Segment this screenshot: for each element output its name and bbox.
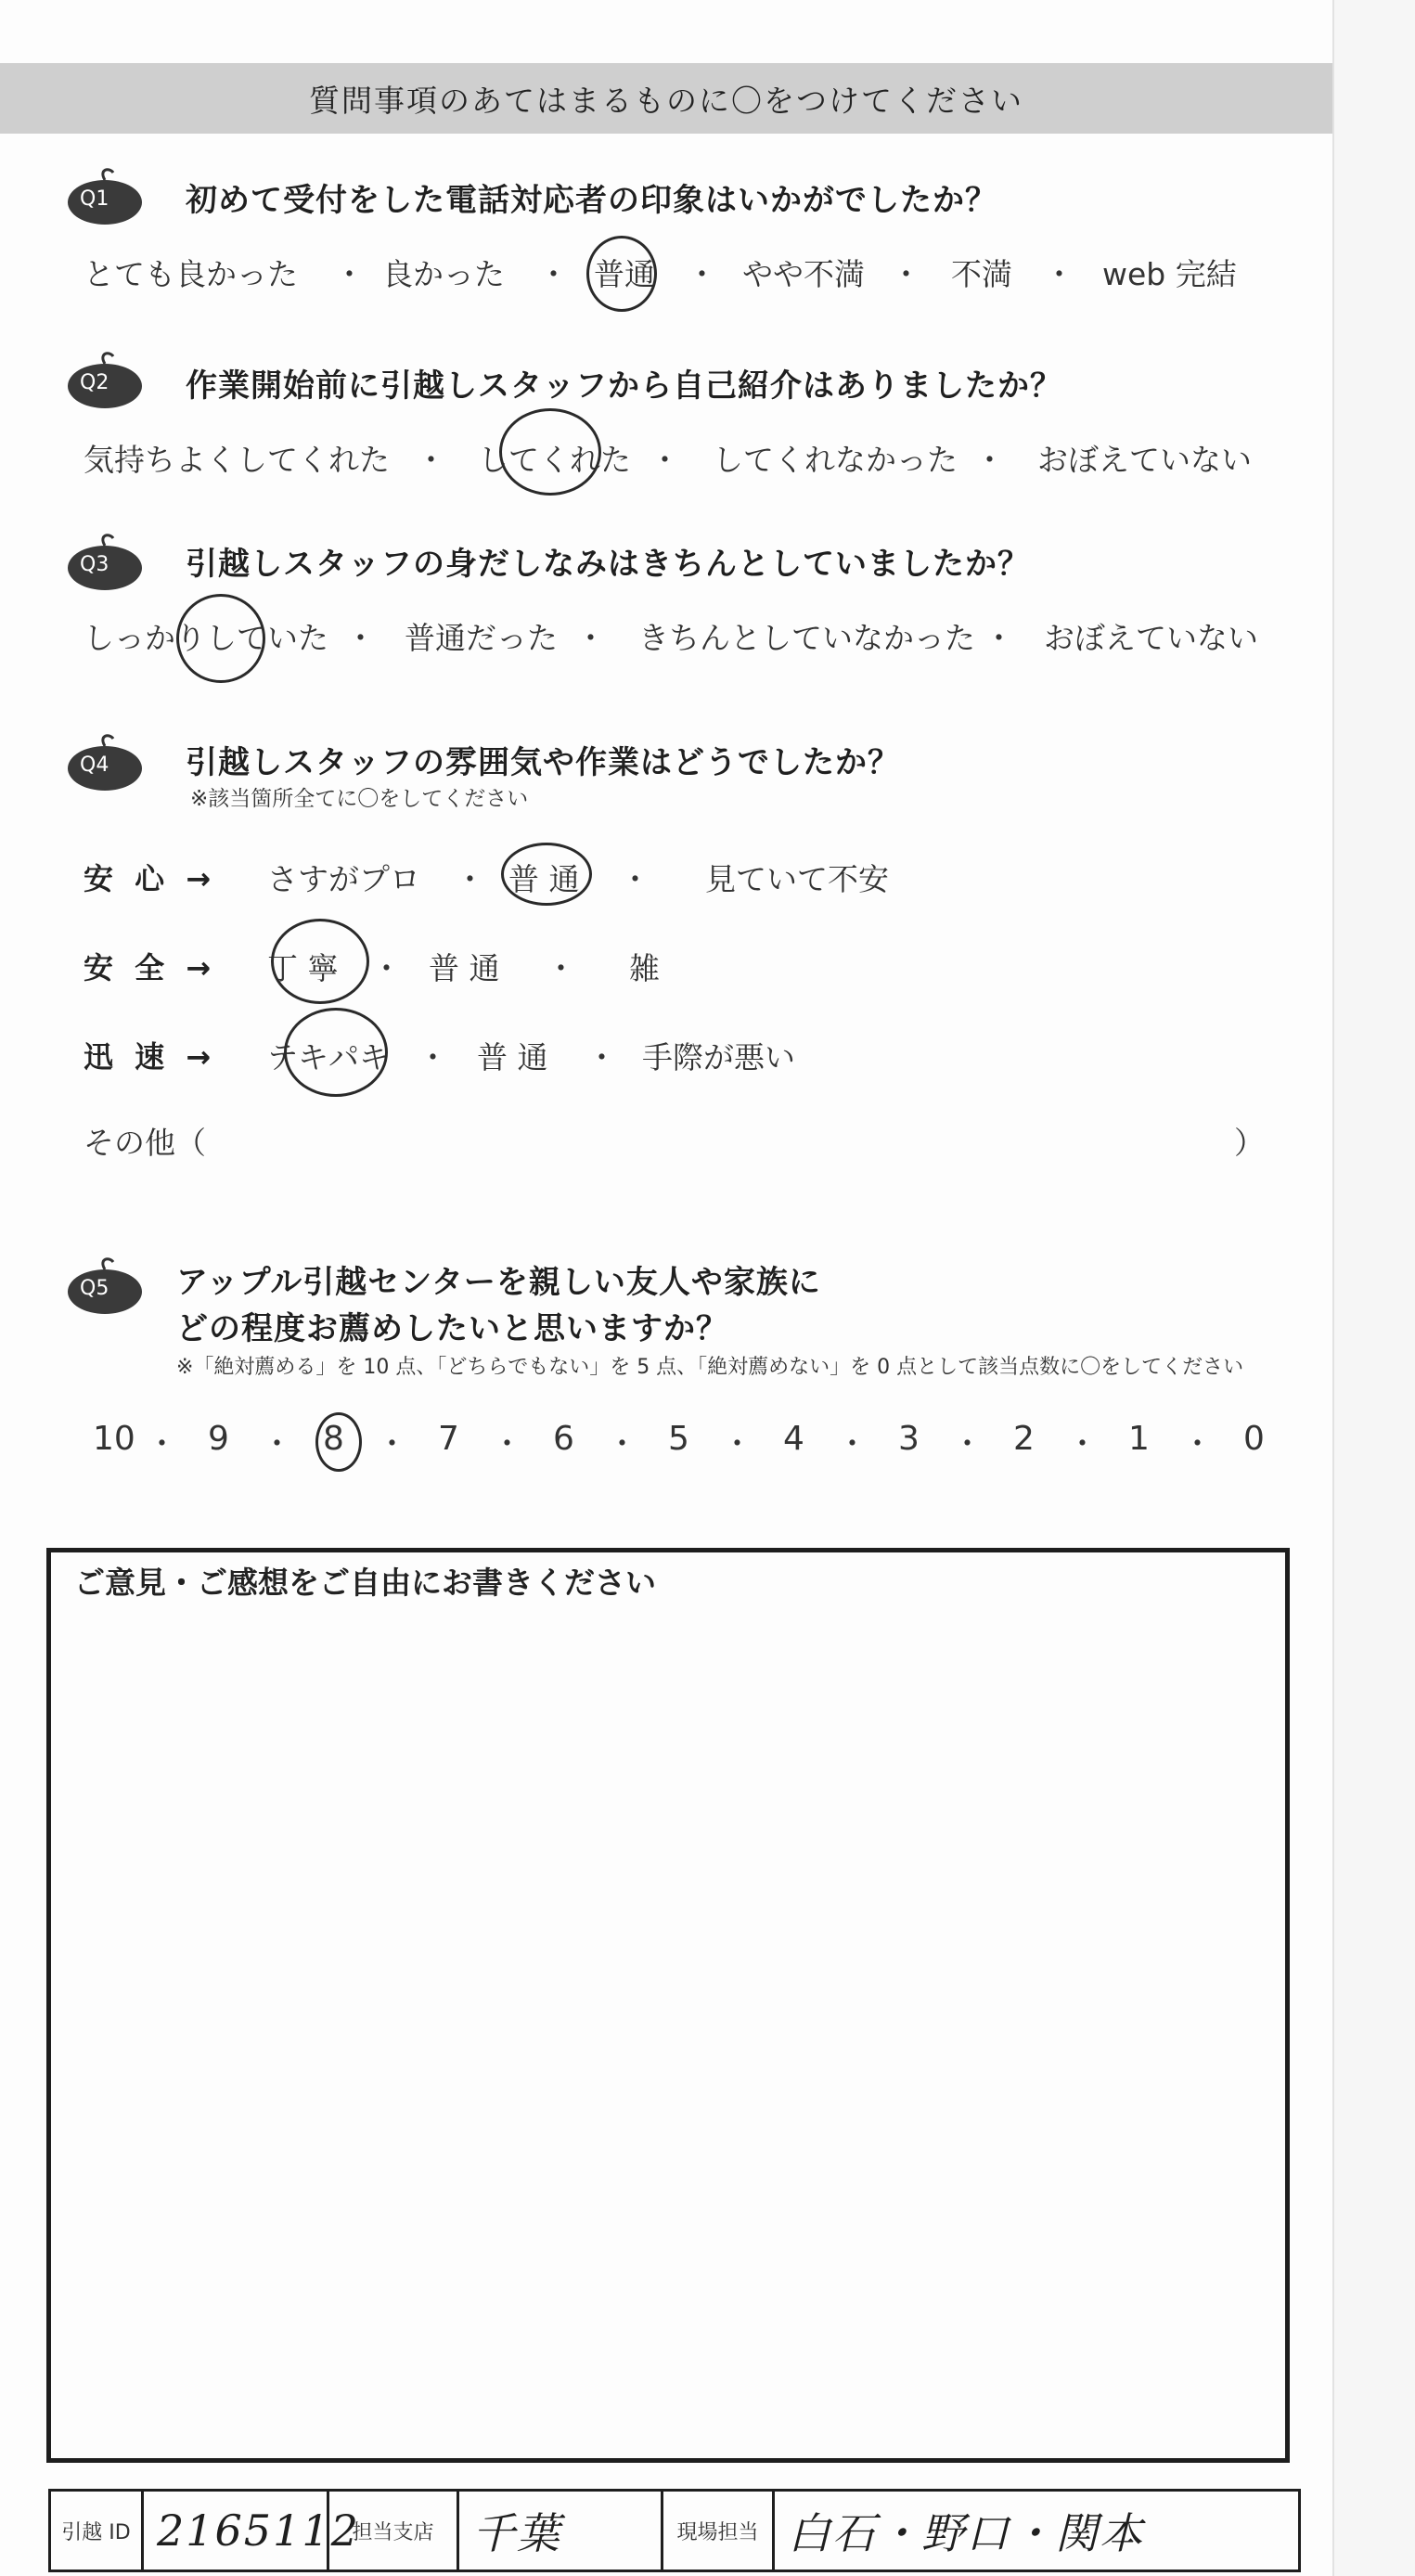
move-id-label: 引越 ID <box>61 2520 131 2544</box>
separator-dot: ・ <box>492 1425 522 1462</box>
q3-option-2[interactable]: 普通だった <box>405 620 558 656</box>
separator-dot: ・ <box>586 1039 617 1075</box>
score-option-6[interactable]: 6 <box>553 1420 574 1458</box>
separator-dot: ・ <box>837 1425 868 1462</box>
q4-row2-option-1[interactable]: 丁 寧 <box>267 950 339 986</box>
q4-row-label-anshin: 安 心 → <box>84 861 217 896</box>
separator-dot: ・ <box>538 256 569 292</box>
q1-option-3[interactable]: 普通 <box>594 256 655 292</box>
q4-note: ※該当箇所全てに〇をしてください <box>190 787 529 811</box>
footer-table <box>48 2489 1301 2572</box>
separator-dot: ・ <box>546 950 576 986</box>
separator-dot: ・ <box>147 1425 177 1462</box>
comments-box[interactable] <box>46 1548 1290 2463</box>
separator-dot: ・ <box>984 620 1014 656</box>
q4-row1-option-1[interactable]: さすがプロ <box>267 861 420 897</box>
separator-dot: ・ <box>575 620 606 656</box>
q4-row3-option-2[interactable]: 普 通 <box>477 1039 548 1075</box>
q5-question-line2: どの程度お薦めしたいと思いますか？ <box>176 1310 728 1347</box>
score-option-7[interactable]: 7 <box>438 1420 459 1458</box>
separator-dot: ・ <box>345 620 376 656</box>
q1-option-6[interactable]: web 完結 <box>1102 256 1237 292</box>
move-id-label-cell <box>51 2492 144 2570</box>
separator-dot: ・ <box>891 256 921 292</box>
separator-dot: ・ <box>1044 256 1074 292</box>
branch-value: 千葉 <box>472 2508 561 2558</box>
branch-label: 担当支店 <box>352 2520 434 2544</box>
separator-dot: ・ <box>262 1425 292 1462</box>
move-id-value-cell[interactable] <box>144 2492 360 2570</box>
score-option-4[interactable]: 4 <box>783 1420 804 1458</box>
q4-row2-option-3[interactable]: 雑 <box>629 950 660 986</box>
q3-question: 引越しスタッフの身だしなみはきちんとしていましたか？ <box>186 546 1030 583</box>
separator-dot: ・ <box>455 861 485 897</box>
separator-dot: ・ <box>952 1425 983 1462</box>
q4-row2-option-2[interactable]: 普 通 <box>429 950 500 986</box>
separator-dot: ・ <box>371 950 402 986</box>
score-option-9[interactable]: 9 <box>208 1420 229 1458</box>
separator-dot: ・ <box>334 256 365 292</box>
q4-badge-label: Q4 <box>80 753 109 777</box>
q4-row3-option-3[interactable]: 手際が悪い <box>642 1039 795 1075</box>
separator-dot: ・ <box>687 256 717 292</box>
separator-dot: ・ <box>620 861 650 897</box>
separator-dot: ・ <box>377 1425 407 1462</box>
staff-label-cell <box>663 2492 775 2570</box>
q3-badge-label: Q3 <box>80 553 109 576</box>
survey-header <box>0 63 1332 134</box>
q4-row3-option-1[interactable]: テキパキ <box>267 1039 390 1075</box>
separator-dot: ・ <box>416 442 446 478</box>
separator-dot: ・ <box>974 442 1005 478</box>
q2-option-3[interactable]: してくれなかった <box>713 442 958 478</box>
q2-question: 作業開始前に引越しスタッフから自己紹介はありましたか？ <box>186 367 1062 405</box>
branch-value-cell[interactable] <box>459 2492 663 2570</box>
move-id-value: 2165112 <box>157 2505 360 2556</box>
q3-option-1[interactable]: しっかりしていた <box>84 620 328 656</box>
separator-dot: ・ <box>722 1425 753 1462</box>
q4-row-label-jinsoku: 迅 速 → <box>84 1039 217 1075</box>
separator-dot: ・ <box>1067 1425 1098 1462</box>
score-option-10[interactable]: 10 <box>93 1420 135 1458</box>
score-option-8[interactable]: 8 <box>323 1420 344 1458</box>
q4-other-close: ） <box>1234 1125 1265 1161</box>
q2-option-4[interactable]: おぼえていない <box>1037 442 1252 478</box>
separator-dot: ・ <box>650 442 680 478</box>
q1-option-2[interactable]: 良かった <box>382 256 505 292</box>
q4-row-label-anzen: 安 全 → <box>84 950 217 985</box>
staff-value: 白石・野口・関本 <box>788 2508 1144 2558</box>
score-option-1[interactable]: 1 <box>1128 1420 1150 1458</box>
q4-row1-option-3[interactable]: 見ていて不安 <box>705 861 889 897</box>
branch-label-cell <box>329 2492 459 2570</box>
q2-option-2[interactable]: してくれた <box>478 442 631 478</box>
separator-dot: ・ <box>1182 1425 1213 1462</box>
q4-other-field[interactable] <box>223 1119 1225 1156</box>
staff-label: 現場担当 <box>676 2520 759 2544</box>
q1-option-1[interactable]: とても良かった <box>84 256 298 292</box>
q3-option-4[interactable]: おぼえていない <box>1044 620 1258 656</box>
q2-option-1[interactable]: 気持ちよくしてくれた <box>84 442 390 478</box>
q3-option-3[interactable]: きちんとしていなかった <box>638 620 975 656</box>
q5-question-line1: アップル引越センターを親しい友人や家族に <box>176 1264 821 1301</box>
q1-option-4[interactable]: やや不満 <box>742 256 865 292</box>
separator-dot: ・ <box>418 1039 448 1075</box>
q5-badge-label: Q5 <box>80 1277 109 1300</box>
q4-row1-option-2[interactable]: 普 通 <box>508 861 580 897</box>
q5-note: ※「絶対薦める」を 10 点、「どちらでもない」を 5 点、「絶対薦めない」を 0 点として該当点数に〇をしてください <box>176 1356 1244 1379</box>
score-option-0[interactable]: 0 <box>1243 1420 1265 1458</box>
q1-question: 初めて受付をした電話対応者の印象はいかがでしたか？ <box>186 182 997 219</box>
comments-label: ご意見・ご感想をご自由にお書きください <box>74 1565 656 1601</box>
staff-value-cell[interactable] <box>775 2492 1298 2570</box>
q4-question: 引越しスタッフの雰囲気や作業はどうでしたか？ <box>186 744 900 781</box>
separator-dot: ・ <box>607 1425 637 1462</box>
q1-option-5[interactable]: 不満 <box>951 256 1012 292</box>
q4-other-label: その他（ <box>84 1125 206 1161</box>
q2-badge-label: Q2 <box>80 371 109 394</box>
header-title: 質問事項のあてはまるものに〇をつけてください <box>309 82 1023 119</box>
page-edge <box>1332 0 1415 2576</box>
q1-badge-label: Q1 <box>80 187 109 211</box>
score-option-2[interactable]: 2 <box>1013 1420 1035 1458</box>
score-option-3[interactable]: 3 <box>898 1420 920 1458</box>
score-option-5[interactable]: 5 <box>668 1420 689 1458</box>
